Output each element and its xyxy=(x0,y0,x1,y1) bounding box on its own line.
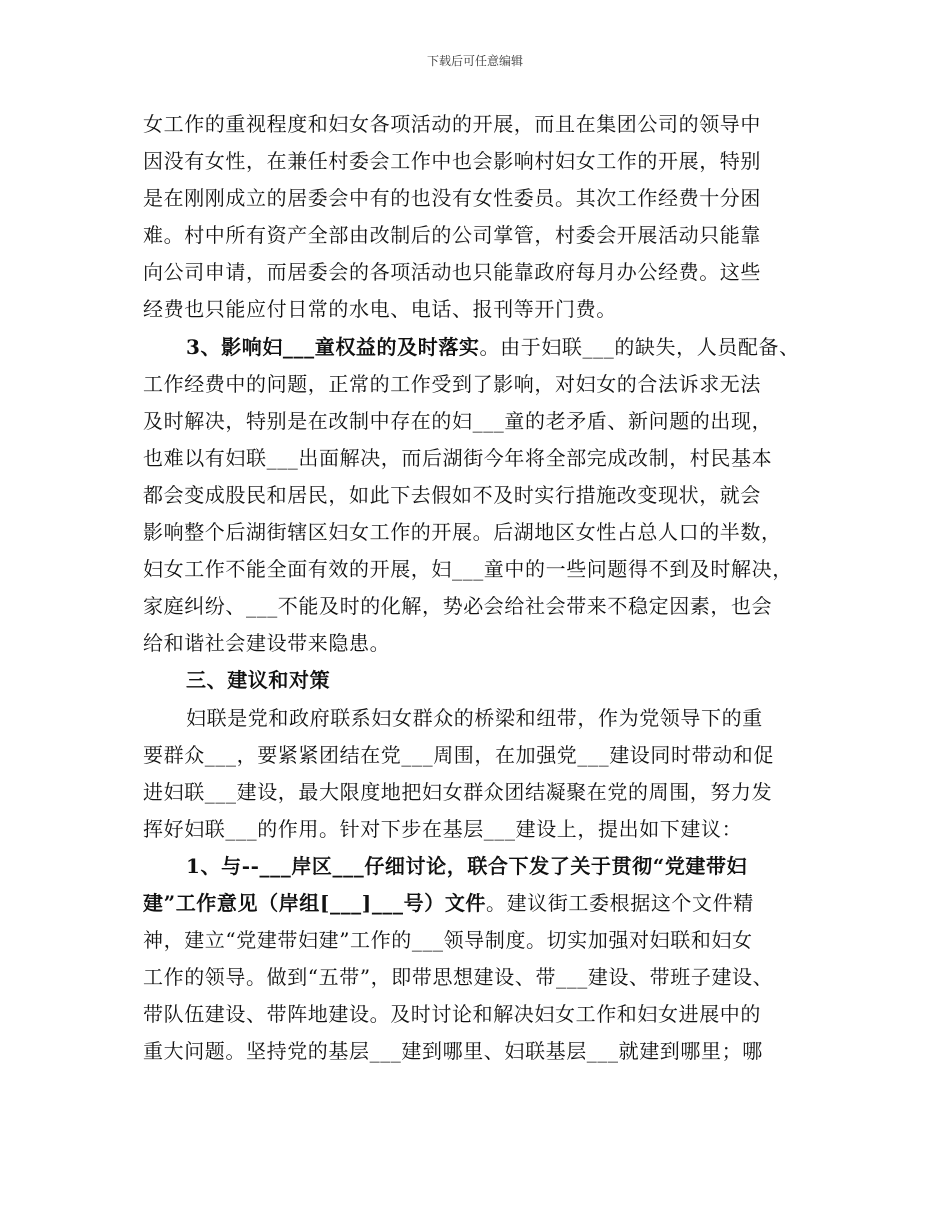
document-body xyxy=(143,106,843,1070)
line-text: 女工作的重视程度和妇女各项活动的开展，而且在集团公司的领导中 xyxy=(143,112,761,136)
text-line xyxy=(143,403,843,440)
line-text: 神，建立“党建带妇建”工作的___领导制度。切实加强对妇联和妇女 xyxy=(143,928,753,953)
line-text: 难。村中所有资产全部由改制后的公司掌管，村委会开展活动只能靠 xyxy=(143,223,761,248)
line-text: 工作经费中的问题，正常的工作受到了影响，对妇女的合法诉求无法 xyxy=(143,371,761,396)
text-line xyxy=(143,996,843,1033)
text-line xyxy=(143,514,843,551)
text-line xyxy=(143,217,843,254)
line-text: 。建议街工委根据这个文件精 xyxy=(486,890,754,915)
section-heading: 3、影响妇___童权益的及时落实 xyxy=(186,334,480,359)
line-text: 给和谐社会建设带来隐患。 xyxy=(143,631,391,656)
section-heading-line xyxy=(143,885,843,922)
section-heading: 1、与--___岸区___仔细讨论，联合下发了关于贯彻“党建带妇 xyxy=(186,853,748,878)
line-text: 经费也只能应付日常的水电、电话、报刊等开门费。 xyxy=(143,297,617,322)
line-text: 及时解决，特别是在改制中存在的妇___童的老矛盾、新问题的出现， xyxy=(143,408,773,433)
line-text: 妇女工作不能全面有效的开展，妇___童中的一些问题得不到及时解决， xyxy=(143,557,793,582)
line-text: 家庭纠纷、___不能及时的化解，势必会给社会带来不稳定因素，也会 xyxy=(143,594,773,619)
text-line xyxy=(143,143,843,180)
text-line xyxy=(143,922,843,959)
text-line xyxy=(143,477,843,514)
text-line xyxy=(143,588,843,625)
line-text: 挥好妇联___的作用。针对下步在基层___建设上，提出如下建议： xyxy=(143,816,743,841)
line-text: 向公司申请，而居委会的各项活动也只能靠政府每月办公经费。这些 xyxy=(143,260,761,285)
text-line xyxy=(143,1033,843,1070)
line-text: 进妇联___建设，最大限度地把妇女群众团结凝聚在党的周围，努力发 xyxy=(143,779,773,804)
page-header: 下载后可任意编辑 xyxy=(426,54,523,68)
text-line xyxy=(143,254,843,291)
text-line xyxy=(143,180,843,217)
line-text: 要群众___，要紧紧团结在党___周围，在加强党___建设同时带动和促 xyxy=(143,742,774,767)
section-heading-line xyxy=(143,329,843,366)
text-line xyxy=(143,774,843,811)
section-heading: 建”工作意见（岸组[___]___号）文件 xyxy=(143,890,487,915)
text-line xyxy=(143,291,843,328)
text-line xyxy=(143,440,843,477)
text-line xyxy=(143,625,843,662)
line-text: 妇联是党和政府联系妇女群众的桥梁和纽带，作为党领导下的重 xyxy=(186,705,763,730)
line-text: 。由于妇联___的缺失，人员配备、 xyxy=(479,334,800,359)
text-line xyxy=(143,106,843,143)
line-text: 带队伍建设、带阵地建设。及时讨论和解决妇女工作和妇女进展中的 xyxy=(143,1002,761,1027)
line-text: 影响整个后湖街辖区妇女工作的开展。后湖地区女性占总人口的半数， xyxy=(143,520,782,545)
section-heading-line xyxy=(143,848,843,885)
text-line xyxy=(143,737,843,774)
section-heading: 三、建议和对策 xyxy=(186,668,331,693)
line-text: 是在刚刚成立的居委会中有的也没有女性委员。其次工作经费十分困 xyxy=(143,186,761,211)
line-text: 重大问题。坚持党的基层___建到哪里、妇联基层___就建到哪里；哪 xyxy=(143,1039,763,1064)
section-heading-line xyxy=(143,662,843,699)
line-text: 都会变成股民和居民，如此下去假如不及时实行措施改变现状，就会 xyxy=(143,482,761,507)
line-text: 因没有女性，在兼任村委会工作中也会影响村妇女工作的开展，特别 xyxy=(143,149,761,174)
text-line xyxy=(143,811,843,848)
text-line xyxy=(143,959,843,996)
text-line xyxy=(143,551,843,588)
line-text: 工作的领导。做到“五带”，即带思想建设、带___建设、带班子建设、 xyxy=(143,965,774,990)
text-line xyxy=(143,700,843,737)
text-line xyxy=(143,366,843,403)
line-text: 也难以有妇联___出面解决，而后湖街今年将全部完成改制，村民基本 xyxy=(143,445,773,470)
